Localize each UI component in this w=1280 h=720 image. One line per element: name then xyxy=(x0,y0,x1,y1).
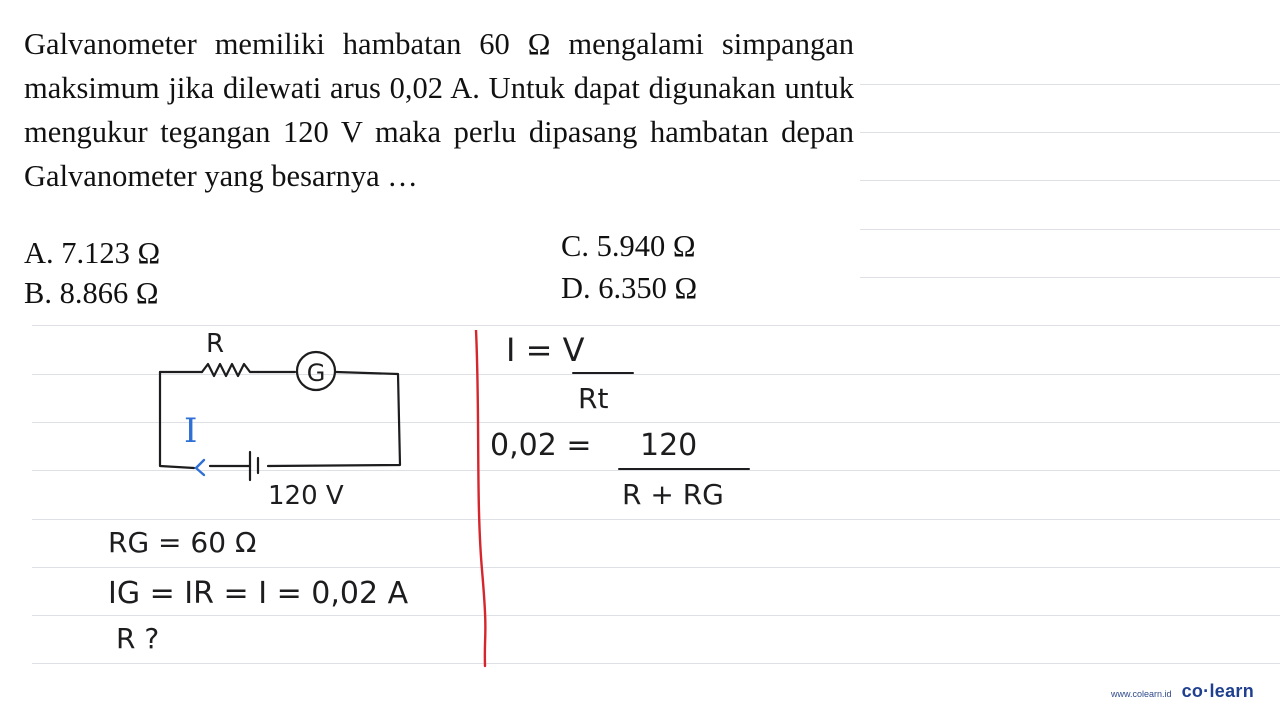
red-divider-line xyxy=(470,330,490,668)
fraction-bar xyxy=(572,372,634,374)
fraction-bar xyxy=(618,468,750,470)
option-d: D. 6.350 Ω xyxy=(561,271,698,305)
note-currents: IG = IR = I = 0,02 A xyxy=(108,576,409,611)
formula-denominator: Rt xyxy=(578,382,609,415)
substitution-denominator: R + RG xyxy=(622,478,724,511)
voltage-label: 120 V xyxy=(268,481,344,510)
current-arrow xyxy=(196,460,204,475)
ruled-line xyxy=(860,277,1280,278)
battery-symbol xyxy=(250,452,258,480)
note-unknown: R ? xyxy=(116,622,160,655)
circuit-wire xyxy=(160,372,250,468)
ruled-line xyxy=(860,84,1280,85)
question-text: Galvanometer memiliki hambatan 60 Ω mengalami simpangan maksimum jika dilewati arus 0,02 A. Untuk dapat digunakan untuk mengukur tegangan 120 V maka perlu dipasang hambatan depan Galvanometer yang besarnya … xyxy=(24,27,854,193)
substitution-numerator: 120 xyxy=(640,428,698,463)
formula-numerator: I = V xyxy=(506,331,585,369)
galvanometer-label: G xyxy=(306,359,326,387)
substitution-left: 0,02 = xyxy=(490,428,592,463)
option-b: B. 8.866 Ω xyxy=(24,276,159,310)
current-label: I xyxy=(184,411,198,451)
resistor-symbol xyxy=(202,364,258,376)
ruled-line xyxy=(860,180,1280,181)
circuit-diagram xyxy=(150,330,410,510)
ruled-line xyxy=(32,615,1280,616)
ruled-line xyxy=(860,132,1280,133)
ruled-line xyxy=(32,567,1280,568)
note-rg: RG = 60 Ω xyxy=(108,526,257,559)
ruled-line xyxy=(32,519,1280,520)
resistor-label: R xyxy=(206,330,225,359)
ruled-line xyxy=(32,663,1280,664)
ruled-line xyxy=(860,229,1280,230)
ruled-line xyxy=(32,325,1280,326)
brand-logo: co·learn xyxy=(1181,681,1254,701)
option-a: A. 7.123 Ω xyxy=(24,236,161,270)
circuit-wire xyxy=(268,372,400,466)
question-block xyxy=(24,22,854,198)
brand-url: www.colearn.id xyxy=(1111,689,1172,699)
brand-footer xyxy=(1111,681,1254,702)
option-c: C. 5.940 Ω xyxy=(561,229,696,263)
